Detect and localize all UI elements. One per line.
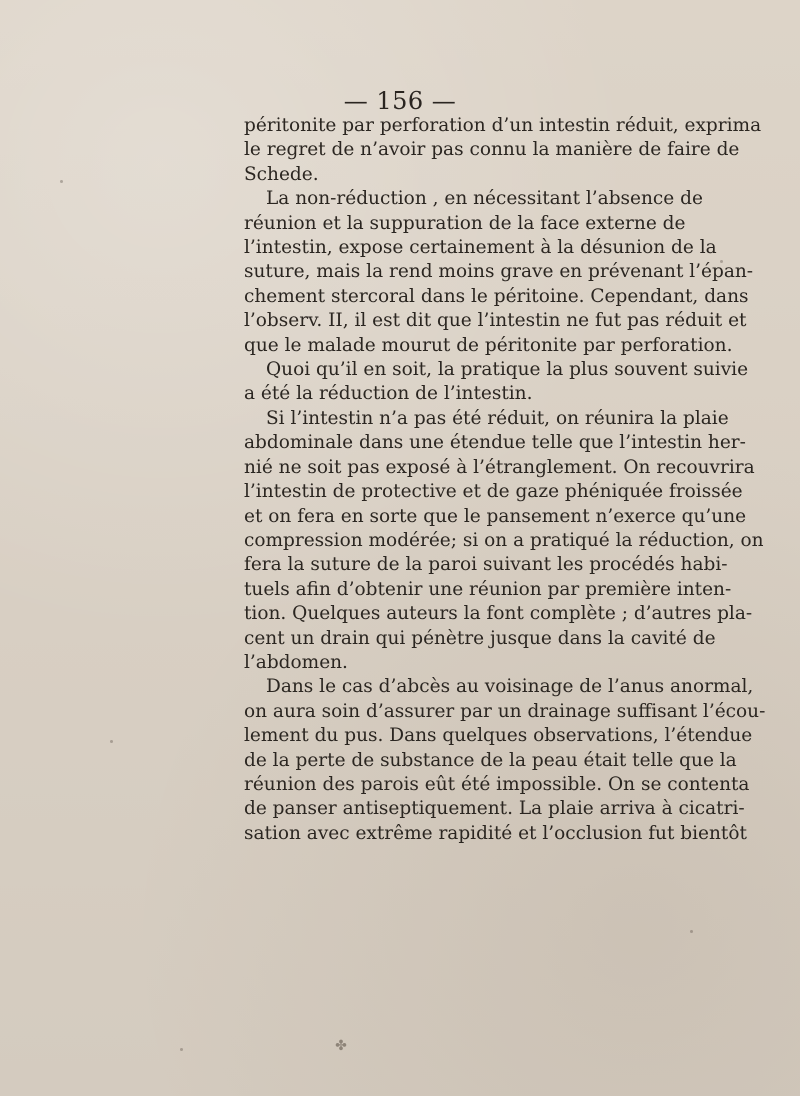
- text-line: que le malade mourut de péritonite par perforation.: [244, 334, 733, 356]
- text-line: on aura soin d’assurer par un drainage suffisant l’écou-: [244, 700, 766, 722]
- text-line: Si l’intestin n’a pas été réduit, on réunira la plaie: [266, 407, 729, 429]
- text-line: Schede.: [244, 163, 319, 185]
- text-line: le regret de n’avoir pas connu la manière de faire de: [244, 139, 740, 161]
- text-line: La non-réduction , en nécessitant l’absence de: [266, 188, 703, 210]
- text-line: et on fera en sorte que le pansement n’exerce qu’une: [244, 505, 747, 527]
- text-line: abdominale dans une étendue telle que l’intestin her-: [244, 432, 746, 454]
- text-line: de la perte de substance de la peau était telle que la: [244, 749, 737, 771]
- text-line: l’abdomen.: [244, 651, 348, 673]
- text-line: tion. Quelques auteurs la font complète ; d’autres pla-: [244, 603, 753, 625]
- paper-speck: [180, 1048, 183, 1051]
- text-line: de panser antiseptiquement. La plaie arriva à cicatri-: [244, 798, 745, 820]
- body-text: [244, 114, 766, 846]
- text-line: sation avec extrême rapidité et l’occlusion fut bientôt: [244, 822, 747, 844]
- text-line: réunion et la suppuration de la face externe de: [244, 212, 686, 234]
- text-line: l’intestin, expose certainement à la désunion de la: [244, 237, 717, 259]
- paper-speck: [110, 740, 113, 743]
- page-number: — 156 —: [343, 87, 457, 115]
- text-line: suture, mais la rend moins grave en prévenant l’épan-: [244, 261, 754, 283]
- text-line: compression modérée; si on a pratiqué la réduction, on: [244, 529, 764, 551]
- text-line: Quoi qu’il en soit, la pratique la plus souvent suivie: [266, 359, 749, 381]
- text-line: lement du pus. Dans quelques observations, l’étendue: [244, 725, 753, 747]
- text-line: l’observ. II, il est dit que l’intestin ne fut pas réduit et: [244, 310, 747, 332]
- text-line: réunion des parois eût été impossible. On se contenta: [244, 773, 750, 795]
- paper-speck: [60, 180, 63, 183]
- text-line: a été la réduction de l’intestin.: [244, 383, 533, 405]
- text-line: chement stercoral dans le péritoine. Cependant, dans: [244, 285, 749, 307]
- text-line: cent un drain qui pénètre jusque dans la cavité de: [244, 627, 716, 649]
- printer-mark-icon: ✤: [335, 1038, 347, 1054]
- text-line: fera la suture de la paroi suivant les procédés habi-: [244, 554, 728, 576]
- text-line: Dans le cas d’abcès au voisinage de l’anus anormal,: [266, 676, 754, 698]
- text-line: tuels afin d’obtenir une réunion par première inten-: [244, 578, 732, 600]
- paper-speck: [690, 930, 693, 933]
- text-line: l’intestin de protective et de gaze phéniquée froissée: [244, 481, 743, 503]
- text-line: péritonite par perforation d’un intestin réduit, exprima: [244, 115, 762, 136]
- text-line: nié ne soit pas exposé à l’étranglement. On recouvrira: [244, 456, 755, 478]
